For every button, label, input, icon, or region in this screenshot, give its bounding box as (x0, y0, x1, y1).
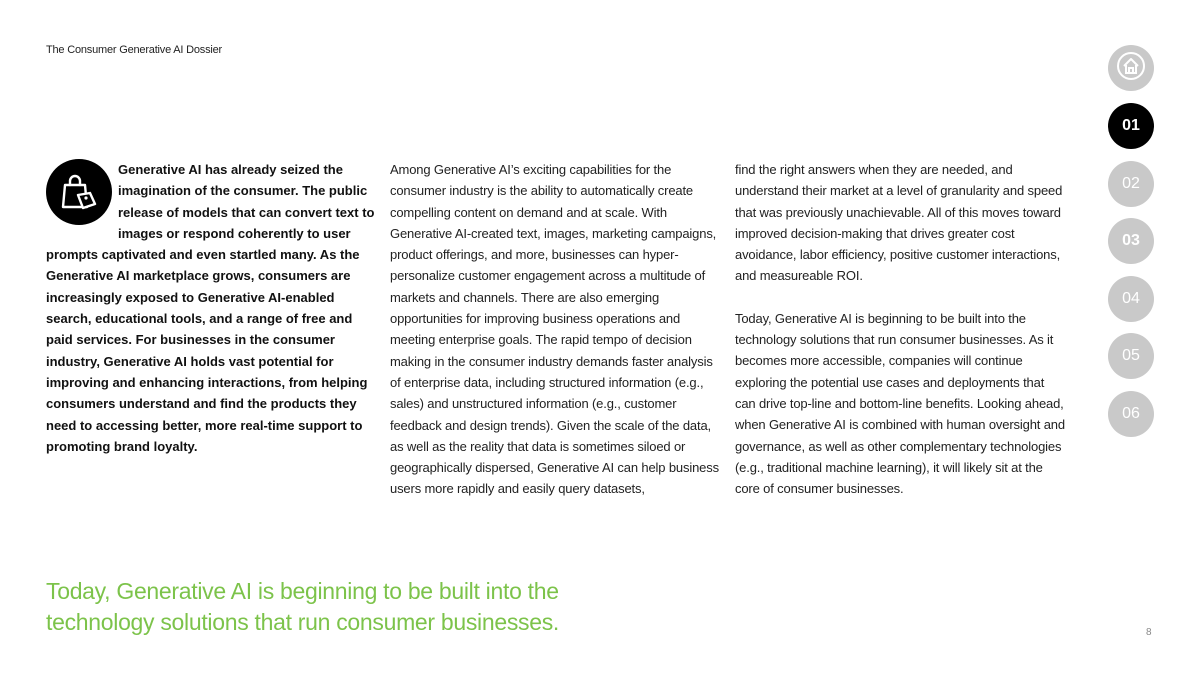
intro-paragraph: Generative AI has already seized the imagination of the consumer. The public release of models that can convert text to images or respond coherently to user prompts captivated and even startled many. As the Generative AI marketplace grows, consumers are increasingly exposed to Generative AI-enabled search, educational tools, and a range of free and paid services. For businesses in the consumer industry, Generative AI holds vast potential for improving and enhancing interactions, from helping consumers understand and find the products they need to accessing better, more real-time support to promoting brand loyalty. (46, 162, 375, 454)
pull-quote: Today, Generative AI is beginning to be built into the technology solutions that run consumer businesses. (46, 578, 560, 635)
home-icon (1116, 51, 1146, 86)
nav-section-05[interactable]: 05 (1108, 333, 1154, 379)
middle-column (390, 159, 720, 500)
document-title: The Consumer Generative AI Dossier (46, 44, 222, 56)
right-column (735, 159, 1065, 499)
home-button[interactable] (1108, 45, 1154, 91)
nav-section-03[interactable]: 03 (1108, 218, 1154, 264)
nav-section-01[interactable]: 01 (1108, 103, 1154, 149)
middle-paragraph: Among Generative AI’s exciting capabilities for the consumer industry is the ability to automatically create compelling content on demand and at scale. With Generative AI-created text, images, marketing campaigns, product offerings, and more, businesses can hyper-personalize customer engagement across a multitude of markets and channels. There are also emerging opportunities for improving business operations and meeting enterprise goals. The rapid tempo of decision making in the consumer industry demands faster analysis of enterprise data, including structured information (e.g., sales) and unstructured information (e.g., customer feedback and design trends). Given the scale of the data, as well as the reality that data is sometimes siloed or geographically dispersed, Generative AI can help business users more rapidly and easily query datasets, (390, 162, 719, 497)
nav-section-02[interactable]: 02 (1108, 161, 1154, 207)
intro-column (46, 159, 376, 457)
right-paragraph-1: find the right answers when they are needed, and understand their market at a level of granularity and speed that was previously unachievable. All of this moves toward improved decision-making that drives greater cost avoidance, labor efficiency, positive customer interactions, and measureable ROI. (735, 162, 1063, 284)
nav-section-06[interactable]: 06 (1108, 391, 1154, 437)
page-number: 8 (1146, 627, 1152, 638)
right-paragraph-2: Today, Generative AI is beginning to be built into the technology solutions that run consumer businesses. As it becomes more accessible, companies will continue exploring the potential use cases and deployments that can drive top-line and bottom-line benefits. Looking ahead, when Generative AI is combined with human oversight and governance, as well as other complementary technologies (e.g., traditional machine learning), it will likely sit at the core of consumer businesses. (735, 310, 1065, 497)
nav-section-04[interactable]: 04 (1108, 276, 1154, 322)
shopping-bag-icon (46, 159, 112, 225)
